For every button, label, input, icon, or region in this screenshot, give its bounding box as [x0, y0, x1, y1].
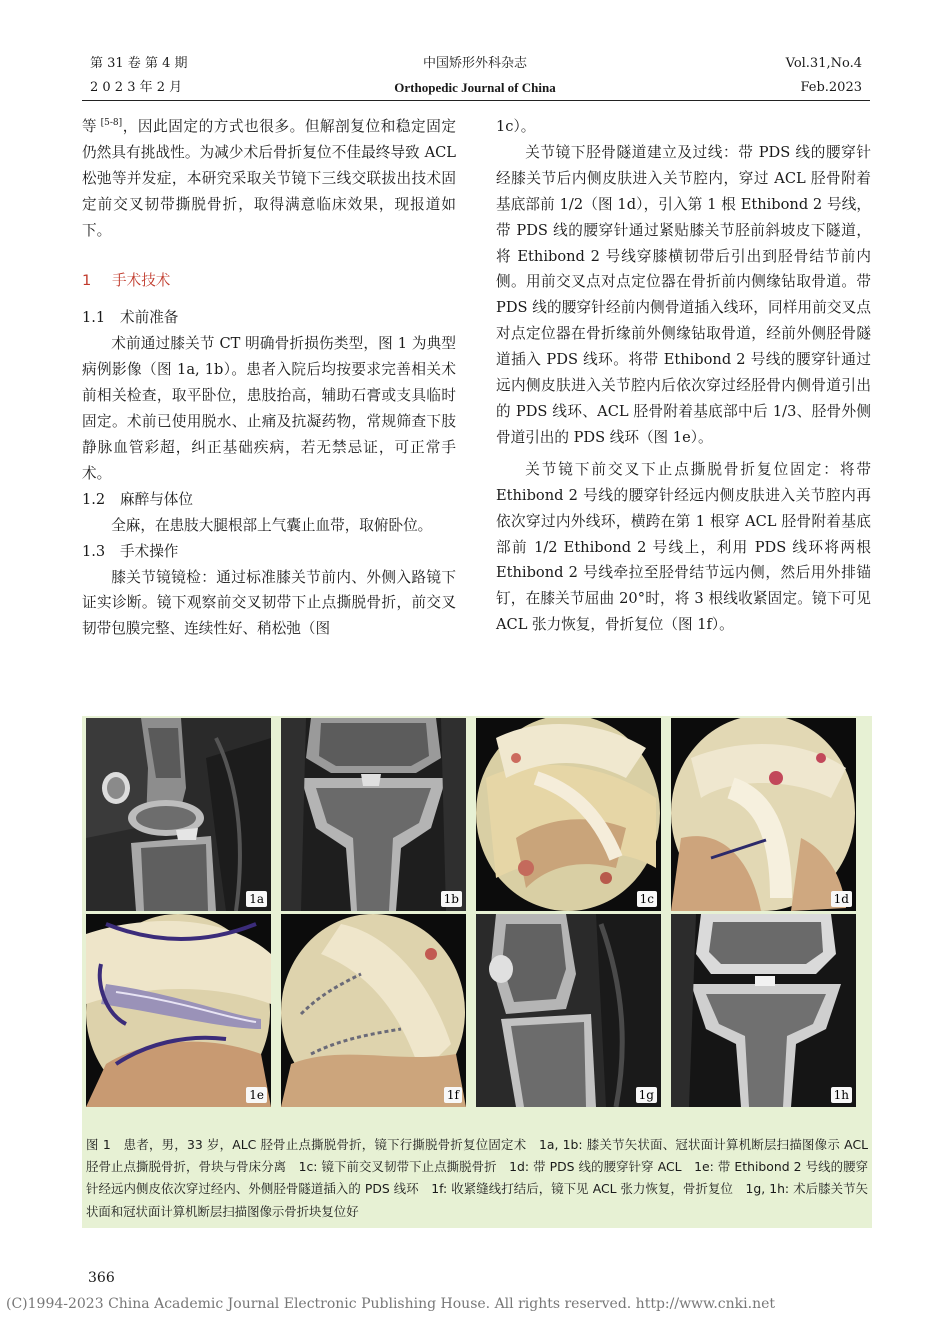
subsection-title: 术前准备 — [120, 309, 179, 327]
panel-label-1h: 1h — [831, 1087, 852, 1103]
subsection-heading-1-3 — [82, 539, 456, 565]
figure-panel-1f — [281, 914, 466, 1107]
panel-label-1a: 1a — [246, 891, 267, 907]
figure-1 — [82, 716, 872, 1228]
paragraph-tunnel: 关节镜下胫骨隧道建立及过线：带 PDS 线的腰穿针经膝关节后内侧皮肤进入关节腔内，穿过 ACL 胫骨附着基底部前 1/2（图 1d），引入第 1 根 Ethibond 2 号线，带 PDS 线的腰穿针通过紧贴膝关节胫前斜坡皮下隧道，将 Ethibond 2 号线穿膝横韧带后引出到胫骨结节前内侧。用前交叉点对点定位器在骨折前内侧缘钻取骨道。带 PDS 线的腰穿针经前内侧骨道插入线环，同样用前交叉点对点定位器在骨折缘前外侧缘钻取骨道，经前外侧胫骨隧道插入 PDS 线环。将带 Ethibond 2 号线的腰穿针通过远内侧皮肤进入关节腔内后依次穿过经胫骨内侧骨道引出的 PDS 线环、ACL 胫骨附着基底部中后 1/3、胫骨外侧骨道引出的 PDS 线环（图 1e）。 — [496, 143, 871, 446]
panel-label-1e: 1e — [246, 1087, 267, 1103]
figure-panel-1c — [476, 718, 661, 911]
section-title: 手术技术 — [112, 271, 171, 289]
ct-sagittal-image — [86, 718, 271, 911]
panel-label-1g: 1g — [636, 1087, 657, 1103]
subsection-heading-1-2 — [82, 487, 456, 513]
intro-text: ，因此固定的方式也很多。但解剖复位和稳定固定仍然具有挑战性。为减少术后骨折复位不佳最终导致 ACL 松弛等并发症，本研究采取关节镜下三线交联拔出技术固定前交叉韧带撕脱骨折，取得满意临床效果，现报道如下。 — [82, 118, 456, 239]
ct-sagittal-postop-image — [476, 914, 661, 1107]
section-heading-1 — [82, 268, 456, 294]
subsection-number: 1.1 — [82, 309, 106, 327]
paragraph-surgery: 膝关节镜镜检：通过标准膝关节前内、外侧入路镜下证实诊断。镜下观察前交叉韧带下止点撕脱骨折，前交叉韧带包膜完整、连续性好、稍松弛（图 — [82, 568, 456, 638]
paragraph-fixation: 关节镜下前交叉下止点撕脱骨折复位固定：将带 Ethibond 2 号线的腰穿针经远内侧皮肤进入关节腔内再依次穿过内外线环，横跨在第 1 根穿 ACL 胫骨附着基底部前 1/2 Ethibond 2 号线上，利用 PDS 线环将两根 Ethibond 2 号线牵拉至胫骨结节远内侧，然后用外排锚钉，在膝关节屈曲 20°时，将 3 根线收紧固定。镜下可见 ACL 张力恢复，骨折复位（图 1f）。 — [496, 460, 871, 634]
header-rule — [82, 100, 870, 101]
figure-panel-1g — [476, 914, 661, 1107]
subsection-title: 麻醉与体位 — [120, 490, 193, 508]
citation-reference: [5-8] — [97, 118, 123, 129]
continued-text: 1c）。 — [496, 118, 536, 135]
header-volume-issue-en: Vol.31,No.4 — [785, 56, 862, 71]
subsection-number: 1.2 — [82, 490, 106, 508]
paragraph-preop: 术前通过膝关节 CT 明确骨折损伤类型，图 1 为典型病例影像（图 1a, 1b）。患者入院后均按要求完善相关术前相关检查，取平卧位，患肢抬高，辅助石膏或支具临时固定。术前已使用脱水、止痛及抗凝药物，常规筛查下肢静脉血管彩超，纠正基础疾病，若无禁忌证，可正常手术。 — [82, 335, 456, 482]
panel-label-1f: 1f — [444, 1087, 462, 1103]
header-date: 2 0 2 3 年 2 月 — [90, 80, 183, 95]
intro-paragraph — [82, 114, 456, 244]
paragraph-anesthesia: 全麻，在患肢大腿根部上气囊止血带，取俯卧位。 — [111, 516, 433, 534]
figure-panel-1h — [671, 914, 856, 1107]
panel-label-1c: 1c — [637, 891, 657, 907]
header-journal-name-en: Orthopedic Journal of China — [394, 80, 556, 95]
right-column — [496, 114, 871, 638]
header-date-en: Feb.2023 — [800, 80, 862, 95]
copyright-notice: (C)1994-2023 China Academic Journal Electronic Publishing House. All rights reserved. http://www.cnki.net — [6, 1296, 776, 1312]
panel-label-1d: 1d — [831, 891, 852, 907]
figure-caption: 图 1 患者，男，33 岁，ALC 胫骨止点撕脱骨折，镜下行撕脱骨折复位固定术 1a, 1b: 膝关节矢状面、冠状面计算机断层扫描图像示 ACL 胫骨止点撕脱骨折，骨块与骨床分离 1c: 镜下前交叉韧带下止点撕脱骨折 1d: 带 PDS 线的腰穿针穿 ACL 1e: 带 Ethibond 2 号线的腰穿针经远内侧皮依次穿过经内、外侧胫骨隧道插入的 PDS 线环 1f: 收紧缝线打结后，镜下见 ACL 张力恢复，骨折复位 1g, 1h: 术后膝关节矢状面和冠状面计算机断层扫描图像示骨折块复位好 — [86, 1137, 868, 1219]
ct-coronal-image — [281, 718, 466, 911]
figure-panel-1e — [86, 914, 271, 1107]
figure-panel-1b — [281, 718, 466, 911]
figure-panel-1a — [86, 718, 271, 911]
arthroscopic-image — [281, 914, 466, 1107]
subsection-heading-1-1 — [82, 305, 456, 331]
subsection-title: 手术操作 — [120, 542, 179, 560]
left-column — [82, 114, 456, 642]
arthroscopic-image — [476, 718, 661, 911]
intro-text-start: 等 — [82, 118, 98, 135]
ct-coronal-postop-image — [671, 914, 856, 1107]
arthroscopic-image — [671, 718, 856, 911]
page-number: 366 — [88, 1270, 115, 1286]
section-number: 1 — [82, 271, 92, 289]
subsection-number: 1.3 — [82, 542, 106, 560]
figure-panel-1d — [671, 718, 856, 911]
panel-label-1b: 1b — [441, 891, 462, 907]
header-journal-name-cn: 中国矫形外科杂志 — [422, 56, 527, 71]
header-volume-issue: 第 31 卷 第 4 期 — [90, 56, 188, 71]
arthroscopic-image — [86, 914, 271, 1107]
